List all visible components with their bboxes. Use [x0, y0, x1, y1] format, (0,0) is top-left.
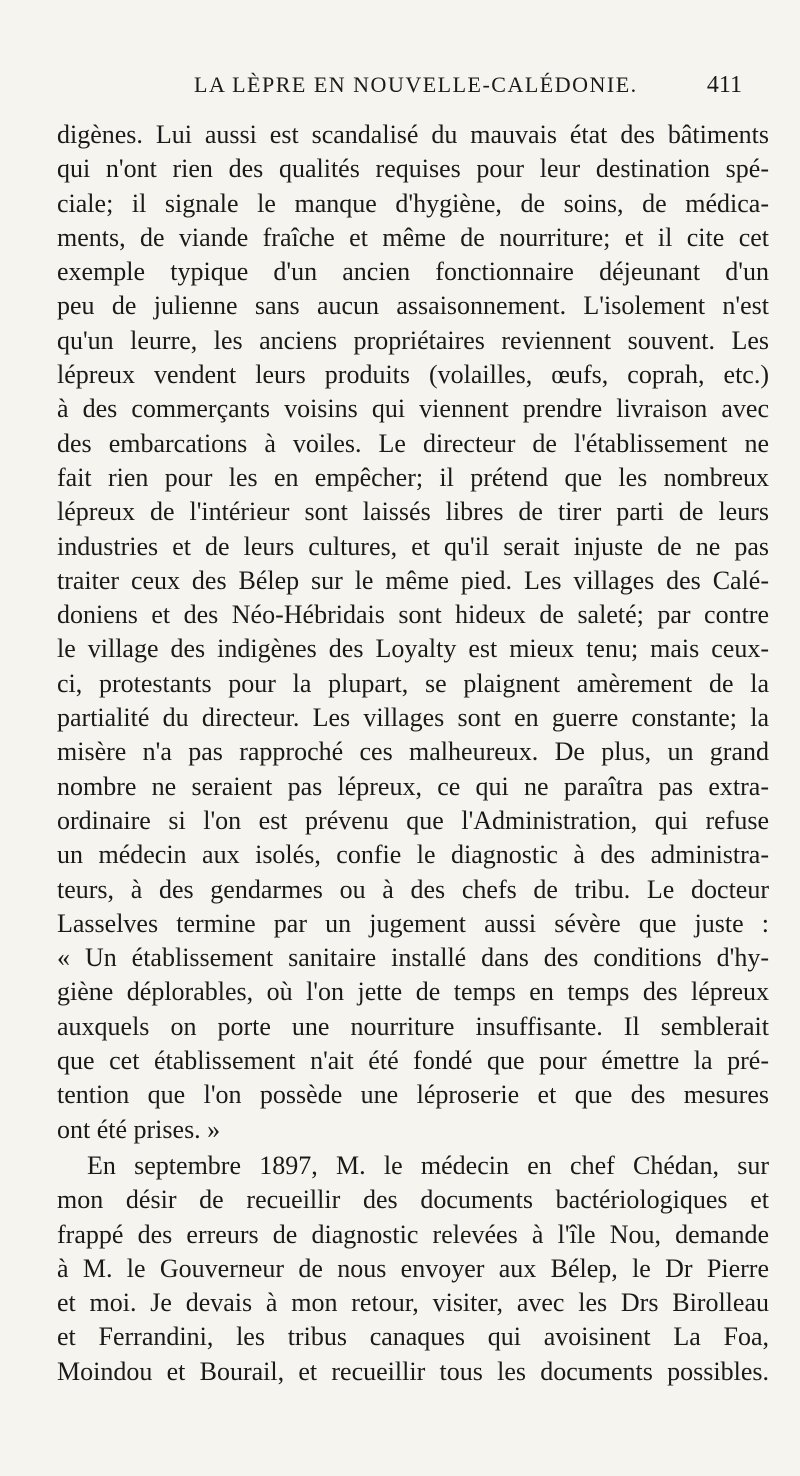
text-line: lépreux vendent leurs produits (volailles, œufs, coprah, etc.): [57, 360, 769, 390]
text-line: auxquels on porte une nourriture insuffisante. Il semblerait: [57, 1011, 769, 1041]
page-number: 411: [706, 72, 742, 98]
text-line: et moi. Je devais à mon retour, visiter, avec les Drs Birolleau: [57, 1288, 769, 1318]
text-line: frappé des erreurs de diagnostic relevées à l'île Nou, demande: [57, 1219, 769, 1249]
text-line: ont été prises. »: [57, 1114, 221, 1144]
text-line: Moindou et Bourail, et recueillir tous les documents possibles.: [57, 1356, 769, 1386]
text-line: traiter ceux des Bélep sur le même pied. Les villages des Calé-: [57, 565, 769, 595]
text-line: le village des indigènes des Loyalty est mieux tenu; mais ceux-: [57, 634, 769, 664]
text-line: à M. le Gouverneur de nous envoyer aux Bélep, le Dr Pierre: [57, 1253, 769, 1283]
body-text: [57, 118, 769, 1389]
running-header: [0, 72, 800, 106]
text-line: nombre ne seraient pas lépreux, ce qui ne paraîtra pas extra-: [57, 771, 769, 801]
text-line: exemple typique d'un ancien fonctionnaire déjeunant d'un: [57, 257, 769, 287]
text-line: partialité du directeur. Les villages sont en guerre constante; la: [57, 703, 769, 733]
paragraph: [57, 1149, 769, 1389]
text-line: ciale; il signale le manque d'hygiène, de soins, de médica-: [57, 188, 769, 218]
text-line: misère n'a pas rapproché ces malheureux. De plus, un grand: [57, 737, 769, 767]
text-line: peu de julienne sans aucun assaisonnement. L'isolement n'est: [57, 291, 769, 321]
text-line: tention que l'on possède une léproserie et que des mesures: [57, 1080, 769, 1110]
text-line: ordinaire si l'on est prévenu que l'Administration, qui refuse: [57, 805, 769, 835]
text-line: ments, de viande fraîche et même de nourriture; et il cite cet: [57, 222, 769, 252]
text-line: que cet établissement n'ait été fondé que pour émettre la pré-: [57, 1046, 769, 1076]
text-line: un médecin aux isolés, confie le diagnostic à des administra-: [57, 840, 769, 870]
text-line: ci, protestants pour la plupart, se plaignent amèrement de la: [57, 668, 769, 698]
text-line: des embarcations à voiles. Le directeur de l'établissement ne: [57, 428, 769, 458]
text-line: à des commerçants voisins qui viennent prendre livraison avec: [57, 394, 769, 424]
text-line: qui n'ont rien des qualités requises pour leur destination spé-: [57, 154, 769, 184]
text-line: doniens et des Néo-Hébridais sont hideux de saleté; par contre: [57, 600, 769, 630]
text-line: « Un établissement sanitaire installé dans des conditions d'hy-: [57, 943, 769, 973]
text-line: fait rien pour les en empêcher; il prétend que les nombreux: [57, 462, 769, 492]
text-line: qu'un leurre, les anciens propriétaires reviennent souvent. Les: [57, 325, 769, 355]
text-line: et Ferrandini, les tribus canaques qui avoisinent La Foa,: [57, 1322, 769, 1352]
text-line: lépreux de l'intérieur sont laissés libres de tirer parti de leurs: [57, 497, 769, 527]
running-title: LA LÈPRE EN NOUVELLE-CALÉDONIE.: [194, 72, 638, 97]
text-line: digènes. Lui aussi est scandalisé du mauvais état des bâtiments: [57, 120, 769, 149]
text-line: Lasselves termine par un jugement aussi sévère que juste :: [57, 908, 769, 938]
text-line: mon désir de recueillir des documents bactériologiques et: [57, 1185, 769, 1215]
text-line: giène déplorables, où l'on jette de temps en temps des lépreux: [57, 977, 769, 1007]
text-line: En septembre 1897, M. le médecin en chef Chédan, sur: [87, 1150, 769, 1180]
text-line: teurs, à des gendarmes ou à des chefs de tribu. Le docteur: [57, 874, 769, 904]
text-line: industries et de leurs cultures, et qu'il serait injuste de ne pas: [57, 531, 769, 561]
paragraph: [57, 118, 769, 1147]
